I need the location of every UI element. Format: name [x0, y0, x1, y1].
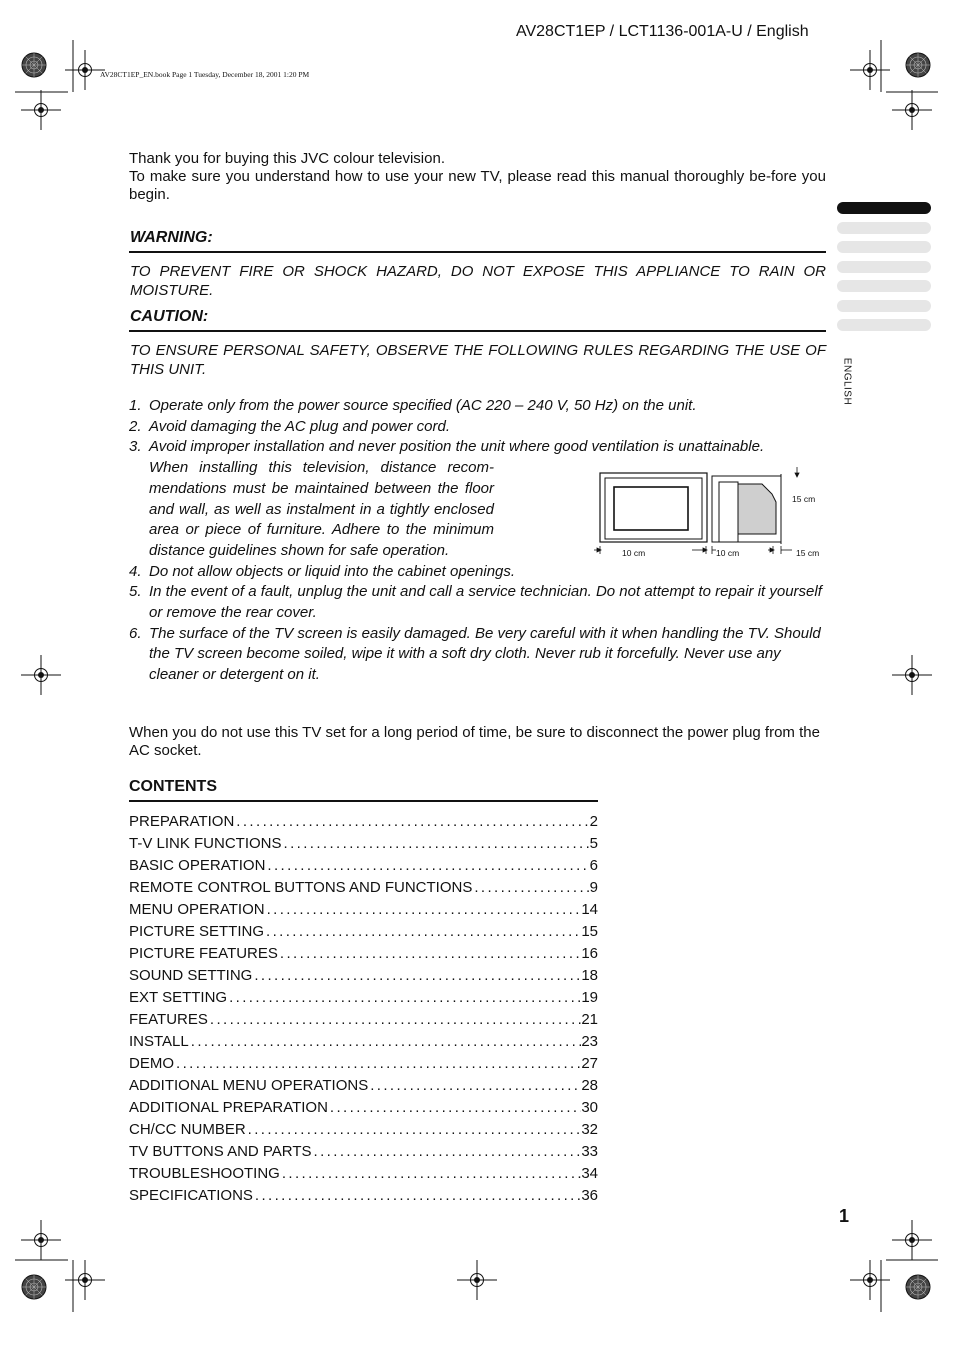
- toc-item-title: INSTALL: [129, 1033, 189, 1050]
- tv-clearance-diagram: [592, 462, 828, 566]
- toc-item-page: 18: [581, 967, 598, 984]
- closing-note: When you do not use this TV set for a long period of time, be sure to disconnect the power plug from the AC socket.: [129, 724, 820, 759]
- toc-item-page: 9: [589, 879, 598, 896]
- toc-item-title: CH/CC NUMBER: [129, 1121, 246, 1138]
- language-tab[interactable]: [837, 319, 931, 331]
- list-item-number: 6.: [129, 624, 142, 642]
- dimension-label-right: 15 cm: [796, 548, 820, 558]
- warning-text: TO PREVENT FIRE OR SHOCK HAZARD, DO NOT EXPOSE THIS APPLIANCE TO RAIN OR MOISTURE.: [130, 263, 826, 299]
- list-item-number: 1.: [129, 397, 142, 414]
- toc-leader: [282, 834, 590, 854]
- tv-front-view: [600, 473, 707, 542]
- toc-item-page: 32: [581, 1121, 598, 1138]
- toc-leader: [280, 1164, 581, 1184]
- toc-leader: [174, 1054, 581, 1074]
- table-of-contents: [129, 812, 598, 1208]
- toc-item-page: 16: [581, 945, 598, 962]
- tv-side-view: [712, 474, 781, 544]
- toc-leader: [264, 922, 581, 942]
- toc-item[interactable]: [129, 1120, 598, 1142]
- toc-leader: [252, 966, 581, 986]
- toc-item[interactable]: [129, 1142, 598, 1164]
- language-tab[interactable]: [837, 300, 931, 312]
- toc-item[interactable]: [129, 878, 598, 900]
- toc-leader: [368, 1076, 581, 1096]
- toc-item-title: TV BUTTONS AND PARTS: [129, 1143, 312, 1160]
- toc-item-page: 15: [581, 923, 598, 940]
- list-item-number: 2.: [129, 417, 142, 435]
- contents-rule: [129, 800, 598, 802]
- list-item-text: In the event of a fault, unplug the unit and call a service technician. Do not attempt to repair it yourself or remove the rear cover.: [149, 583, 822, 622]
- list-item-number: 3.: [129, 438, 142, 456]
- toc-item[interactable]: [129, 966, 598, 988]
- toc-item-page: 36: [581, 1187, 598, 1204]
- toc-leader: [265, 856, 589, 876]
- toc-leader: [234, 812, 589, 832]
- toc-leader: [312, 1142, 582, 1162]
- toc-item[interactable]: [129, 988, 598, 1010]
- dimension-label-top: 15 cm: [792, 494, 816, 504]
- book-info-line: AV28CT1EP_EN.book Page 1 Tuesday, December 18, 2001 1:20 PM: [100, 70, 310, 79]
- caution-heading: CAUTION:: [130, 308, 209, 325]
- intro-line-1: Thank you for buying this JVC colour television.: [129, 150, 445, 167]
- list-item: [129, 624, 827, 686]
- page-number: 1: [839, 1206, 850, 1226]
- toc-item-page: 19: [581, 989, 598, 1006]
- toc-item-title: PICTURE FEATURES: [129, 945, 278, 962]
- toc-item[interactable]: [129, 1010, 598, 1032]
- toc-item[interactable]: [129, 856, 598, 878]
- toc-leader: [208, 1010, 581, 1030]
- caution-rule: [129, 330, 826, 332]
- toc-leader: [278, 944, 581, 964]
- toc-leader: [246, 1120, 582, 1140]
- dimension-label-left: 10 cm: [622, 548, 646, 558]
- toc-leader: [265, 900, 582, 920]
- toc-item[interactable]: [129, 834, 598, 856]
- list-item-text: Do not allow objects or liquid into the cabinet openings.: [149, 562, 516, 580]
- warning-heading: WARNING:: [130, 229, 213, 246]
- language-tab[interactable]: [837, 222, 931, 234]
- toc-item-title: TROUBLESHOOTING: [129, 1165, 280, 1182]
- toc-item-title: EXT SETTING: [129, 989, 228, 1006]
- contents-heading: CONTENTS: [129, 778, 217, 795]
- toc-item[interactable]: [129, 1098, 598, 1120]
- list-item-text: Operate only from the power source specified (AC 220 – 240 V, 50 Hz) on the unit.: [149, 397, 697, 414]
- toc-item-title: REMOTE CONTROL BUTTONS AND FUNCTIONS: [129, 879, 473, 896]
- list-item-text: Avoid damaging the AC plug and power cord.: [149, 417, 451, 435]
- toc-item-page: 34: [581, 1165, 598, 1182]
- toc-item-page: 6: [589, 857, 598, 874]
- list-item-text: Avoid improper installation and never position the unit where good ventilation is unattainable.: [149, 438, 765, 456]
- language-tab-english[interactable]: [837, 202, 931, 214]
- list-item-text: The surface of the TV screen is easily damaged. Be very careful with it when handling the TV. Should the TV screen become soiled, wipe it with a soft dry cloth. Never rub it forcefully. Never use any cleaner or detergent on it.: [149, 624, 821, 684]
- intro-line-2: To make sure you understand how to use your new TV, please read this manual thoroughly be-fore you begin.: [129, 168, 826, 203]
- caution-text: TO ENSURE PERSONAL SAFETY, OBSERVE THE FOLLOWING RULES REGARDING THE USE OF THIS UNIT.: [130, 342, 826, 378]
- toc-item-title: SOUND SETTING: [129, 967, 253, 984]
- toc-item-title: T-V LINK FUNCTIONS: [129, 835, 282, 852]
- toc-leader: [472, 878, 589, 898]
- toc-item[interactable]: [129, 1186, 598, 1208]
- dimension-label-mid: 10 cm: [716, 548, 740, 558]
- toc-item-page: 5: [589, 835, 598, 852]
- toc-item-page: 2: [589, 813, 598, 830]
- list-item: [129, 582, 827, 623]
- toc-item-page: 14: [581, 901, 598, 918]
- toc-item-title: ADDITIONAL PREPARATION: [129, 1099, 328, 1116]
- toc-leader: [328, 1098, 581, 1118]
- toc-item-page: 30: [581, 1099, 598, 1116]
- toc-item[interactable]: [129, 1032, 598, 1054]
- list-item: [129, 396, 827, 417]
- intro-text: [129, 150, 826, 204]
- list-item: [129, 417, 827, 438]
- toc-item-page: 28: [581, 1077, 598, 1094]
- language-tab[interactable]: [837, 280, 931, 292]
- toc-leader: [253, 1186, 581, 1206]
- toc-item-title: ADDITIONAL MENU OPERATIONS: [129, 1077, 369, 1094]
- list-item-number: 4.: [129, 562, 142, 580]
- toc-item[interactable]: [129, 1164, 598, 1186]
- toc-item-title: PICTURE SETTING: [129, 923, 265, 940]
- toc-item-title: BASIC OPERATION: [129, 857, 266, 874]
- toc-item[interactable]: [129, 944, 598, 966]
- toc-item-page: 23: [581, 1033, 598, 1050]
- document-id: AV28CT1EP / LCT1136-001A-U / English: [516, 23, 809, 40]
- toc-item-page: 33: [581, 1143, 598, 1160]
- list-item-number: 5.: [129, 583, 142, 601]
- toc-item-title: FEATURES: [129, 1011, 208, 1028]
- installation-note: When installing this television, distance recom-mendations must be maintained between the floor and wall, as well as instalment in a tightly enclosed area or piece of furniture. Adhere to the minimum distance guidelines shown for safe operation.: [149, 459, 494, 559]
- toc-item-page: 27: [581, 1055, 598, 1072]
- toc-item-title: SPECIFICATIONS: [129, 1187, 253, 1204]
- toc-item[interactable]: [129, 922, 598, 944]
- toc-leader: [227, 988, 581, 1008]
- language-label: ENGLISH: [841, 357, 853, 406]
- toc-item[interactable]: [129, 900, 598, 922]
- toc-item-title: MENU OPERATION: [129, 901, 265, 918]
- toc-item[interactable]: [129, 1054, 598, 1076]
- language-tab[interactable]: [837, 241, 931, 253]
- toc-item[interactable]: [129, 812, 598, 834]
- toc-leader: [189, 1032, 582, 1052]
- toc-item-page: 21: [581, 1011, 598, 1028]
- toc-item-title: DEMO: [129, 1055, 174, 1072]
- toc-item-title: PREPARATION: [129, 813, 235, 830]
- language-tab[interactable]: [837, 261, 931, 273]
- warning-rule: [129, 251, 826, 253]
- toc-item[interactable]: [129, 1076, 598, 1098]
